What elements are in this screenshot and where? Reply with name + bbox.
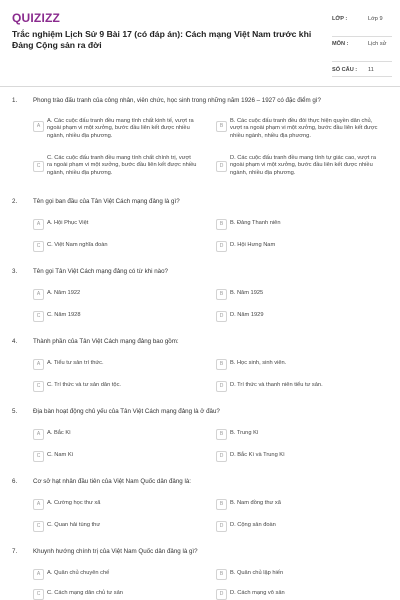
question-number: 5. (12, 408, 18, 415)
question-number: 1. (12, 97, 18, 104)
question-text: Khuynh hướng chính trị của Việt Nam Quốc dân đảng là gì? (33, 548, 198, 555)
option-text: D. Bắc Kì và Trung Kì (230, 452, 285, 458)
option-text: D. Các cuộc đấu tranh đều mang tính tự giác cao, vượt ra ngoài phạm vi một xưởng, bước đầu liên kết được nhiều ngành, nhiều địa phương. (230, 155, 377, 176)
option-letter: B (216, 569, 227, 580)
meta-divider (332, 76, 392, 77)
meta-count-value: 11 (368, 67, 374, 73)
option-letter: B (216, 219, 227, 230)
option-text: C. Các cuộc đấu tranh đều mang tính chất chính trị, vượt ra ngoài phạm vi một xưởng, bước đầu liên kết được nhiều ngành, nhiều địa phương. (47, 155, 197, 176)
option-letter: D (216, 521, 227, 532)
meta-subject-label: MÔN : (332, 41, 349, 47)
question-text: Tên gọi Tân Việt Cách mạng đảng có từ khi nào? (33, 268, 168, 275)
option-text: A. Hội Phục Việt (47, 220, 89, 226)
option-letter: D (216, 451, 227, 462)
option-letter: B (216, 499, 227, 510)
option-letter: A (33, 219, 44, 230)
option-text: C. Nam Kì (47, 452, 74, 458)
option-letter: A (33, 121, 44, 132)
option-text: B. Quân chủ lập hiến (230, 570, 284, 576)
option-text: A. Tiểu tư sản trí thức. (47, 360, 104, 366)
option-letter: C (33, 241, 44, 252)
option-letter: C (33, 589, 44, 600)
option-text: B. Học sinh, sinh viên. (230, 360, 287, 366)
meta-subject-value: Lịch sử (368, 41, 387, 47)
question-text: Phong trào đấu tranh của công nhân, viên chức, học sinh trong những năm 1926 – 1927 có đặc điểm gì? (33, 97, 321, 104)
meta-divider (332, 36, 392, 37)
option-letter: A (33, 359, 44, 370)
question-number: 6. (12, 478, 18, 485)
option-letter: C (33, 521, 44, 532)
option-letter: C (33, 451, 44, 462)
option-text: A. Quân chủ chuyên chế (47, 570, 110, 576)
option-letter: C (33, 381, 44, 392)
option-text: B. Các cuộc đấu tranh đều đòi thực hiện quyền dân chủ, vượt ra ngoài phạm vi một xưởng, bước đầu liên kết được nhiều ngành, nhiều địa phương. (230, 118, 378, 139)
option-letter: D (216, 589, 227, 600)
option-letter: B (216, 121, 227, 132)
option-letter: B (216, 429, 227, 440)
option-text: A. Năm 1922 (47, 290, 81, 296)
question-text: Thành phần của Tân Việt Cách mạng đảng bao gồm: (33, 338, 179, 345)
quizizz-logo: QUIZIZZ (12, 11, 61, 25)
question-number: 7. (12, 548, 18, 555)
option-letter: B (216, 289, 227, 300)
option-text: B. Đảng Thanh niên (230, 220, 281, 226)
option-text: D. Trí thức và thanh niên tiểu tư sản. (230, 382, 323, 388)
option-text: D. Cách mạng vô sản (230, 590, 285, 596)
option-letter: A (33, 569, 44, 580)
option-text: B. Nam đồng thư xã (230, 500, 281, 506)
option-text: C. Cách mạng dân chủ tư sản (47, 590, 123, 596)
option-text: C. Việt Nam nghĩa đoàn (47, 242, 108, 248)
meta-count-label: SỐ CÂU : (332, 67, 358, 73)
option-text: C. Quan hải tùng thư (47, 522, 101, 528)
option-letter: C (33, 311, 44, 322)
meta-grade-value: Lớp 9 (368, 16, 383, 22)
option-text: A. Cường học thư xã (47, 500, 101, 506)
meta-grade-label: LỚP : (332, 16, 348, 22)
option-text: C. Trí thức và tư sản dân tộc. (47, 382, 121, 388)
option-letter: C (33, 161, 44, 172)
option-letter: D (216, 241, 227, 252)
option-letter: D (216, 381, 227, 392)
question-text: Địa bàn hoạt động chủ yếu của Tân Việt Cách mạng đảng là ở đâu? (33, 408, 220, 415)
question-text: Cơ sở hạt nhân đầu tiên của Việt Nam Quốc dân đảng là: (33, 478, 191, 485)
option-text: D. Năm 1929 (230, 312, 264, 318)
option-letter: B (216, 359, 227, 370)
option-letter: A (33, 499, 44, 510)
option-text: A. Bắc Kì (47, 430, 71, 436)
question-number: 4. (12, 338, 18, 345)
question-text: Tên gọi ban đầu của Tân Việt Cách mạng đảng là gì? (33, 198, 180, 205)
quiz-title: Trắc nghiệm Lịch Sử 9 Bài 17 (có đáp án): Cách mạng Việt Nam trước khi Đảng Cộng sản ra đời (12, 29, 312, 50)
option-text: C. Năm 1928 (47, 312, 81, 318)
option-text: D. Cộng sản đoàn (230, 522, 276, 528)
option-text: B. Năm 1925 (230, 290, 264, 296)
option-letter: D (216, 161, 227, 172)
option-letter: A (33, 429, 44, 440)
option-letter: A (33, 289, 44, 300)
page-header (0, 0, 400, 87)
option-text: B. Trung Kì (230, 430, 259, 436)
question-number: 2. (12, 198, 18, 205)
meta-divider (332, 61, 392, 62)
option-letter: D (216, 311, 227, 322)
question-number: 3. (12, 268, 18, 275)
option-text: D. Hội Hưng Nam (230, 242, 276, 248)
option-text: A. Các cuộc đấu tranh đều mang tính chất kinh tế, vượt ra ngoài phạm vi một xưởng, bước đầu liên kết được nhiều ngành, nhiều địa phương. (47, 118, 194, 139)
